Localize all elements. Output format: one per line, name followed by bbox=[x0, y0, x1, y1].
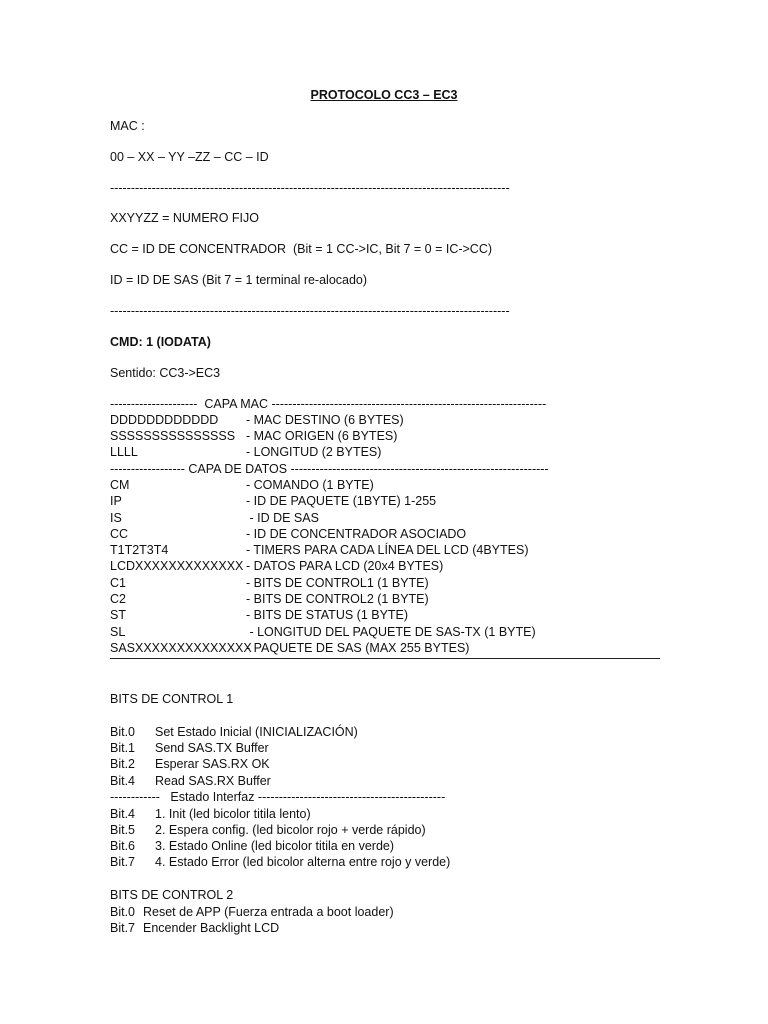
field-key: T1T2T3T4 bbox=[110, 543, 169, 557]
bit-description: Set Estado Inicial (INICIALIZACIÓN) bbox=[155, 725, 358, 739]
bit-description: Read SAS.RX Buffer bbox=[155, 774, 271, 788]
field-key: CC bbox=[110, 527, 129, 541]
bit-label: Bit.4 bbox=[110, 807, 136, 821]
field-key: DDDDDDDDDDDD bbox=[110, 413, 219, 427]
field-key: SASXXXXXXXXXXXXXX bbox=[110, 641, 252, 655]
separator-line: ------------------------------------------------------------------------------------------------ bbox=[110, 181, 510, 195]
bit-description: Encender Backlight LCD bbox=[143, 921, 280, 935]
bit-label: Bit.7 bbox=[110, 855, 136, 869]
interface-state-header: ------------ Estado Interfaz --------------------------------------------- bbox=[110, 790, 446, 804]
field-description: - ID DE PAQUETE (1BYTE) 1-255 bbox=[246, 494, 437, 508]
mac-label: MAC : bbox=[110, 119, 145, 133]
field-description: - ID DE SAS bbox=[246, 511, 319, 525]
field-key: IS bbox=[110, 511, 122, 525]
bit-label: Bit.6 bbox=[110, 839, 136, 853]
bit-label: Bit.4 bbox=[110, 774, 136, 788]
document-title: PROTOCOLO CC3 – EC3 bbox=[310, 88, 458, 102]
bit-description: 1. Init (led bicolor titila lento) bbox=[155, 807, 311, 821]
bit-description: 3. Estado Online (led bicolor titila en verde) bbox=[155, 839, 395, 853]
field-description: - BITS DE CONTROL1 (1 BYTE) bbox=[246, 576, 429, 590]
field-key: LCDXXXXXXXXXXXXX bbox=[110, 559, 244, 573]
field-description: - MAC DESTINO (6 BYTES) bbox=[246, 413, 404, 427]
field-description: - BITS DE STATUS (1 BYTE) bbox=[246, 608, 409, 622]
field-description: - LONGITUD DEL PAQUETE DE SAS-TX (1 BYTE) bbox=[246, 625, 536, 639]
field-description: - BITS DE CONTROL2 (1 BYTE) bbox=[246, 592, 429, 606]
bit-label: Bit.1 bbox=[110, 741, 136, 755]
bit-label: Bit.0 bbox=[110, 725, 136, 739]
bit-label: Bit.5 bbox=[110, 823, 136, 837]
field-key: C1 bbox=[110, 576, 126, 590]
bit-description: 2. Espera config. (led bicolor rojo + verde rápido) bbox=[155, 823, 426, 837]
bit-description: Send SAS.TX Buffer bbox=[155, 741, 269, 755]
bit-label: Bit.7 bbox=[110, 921, 136, 935]
field-description: - LONGITUD (2 BYTES) bbox=[246, 445, 382, 459]
definition-fixed-number: XXYYZZ = NUMERO FIJO bbox=[110, 211, 259, 225]
data-layer-header: ------------------ CAPA DE DATOS -------------------------------------------------------------- bbox=[110, 462, 549, 476]
field-description: - TIMERS PARA CADA LÍNEA DEL LCD (4BYTES) bbox=[246, 543, 529, 557]
field-description: - DATOS PARA LCD (20x4 BYTES) bbox=[246, 559, 444, 573]
definition-concentrator-id: CC = ID DE CONCENTRADOR (Bit = 1 CC->IC, Bit 7 = 0 = IC->CC) bbox=[110, 242, 493, 256]
field-key: C2 bbox=[110, 592, 126, 606]
bit-label: Bit.0 bbox=[110, 905, 136, 919]
field-description: - ID DE CONCENTRADOR ASOCIADO bbox=[246, 527, 467, 541]
field-key: CM bbox=[110, 478, 130, 492]
field-description: - COMANDO (1 BYTE) bbox=[246, 478, 374, 492]
control-bits-1-title: BITS DE CONTROL 1 bbox=[110, 692, 234, 706]
mac-layer-header: --------------------- CAPA MAC ------------------------------------------------------------------ bbox=[110, 397, 547, 411]
bit-description: 4. Estado Error (led bicolor alterna entre rojo y verde) bbox=[155, 855, 451, 869]
bit-description: Esperar SAS.RX OK bbox=[155, 757, 270, 771]
field-key: SL bbox=[110, 625, 126, 639]
command-title: CMD: 1 (IODATA) bbox=[110, 335, 211, 349]
field-key: LLLL bbox=[110, 445, 138, 459]
field-key: SSSSSSSSSSSSSSS bbox=[110, 429, 236, 443]
field-key: IP bbox=[110, 494, 122, 508]
definition-sas-id: ID = ID DE SAS (Bit 7 = 1 terminal re-alocado) bbox=[110, 273, 368, 287]
bit-description: Reset de APP (Fuerza entrada a boot loader) bbox=[143, 905, 394, 919]
bit-label: Bit.2 bbox=[110, 757, 136, 771]
field-description: - MAC ORIGEN (6 BYTES) bbox=[246, 429, 398, 443]
horizontal-rule bbox=[110, 658, 660, 659]
mac-format: 00 – XX – YY –ZZ – CC – ID bbox=[110, 150, 269, 164]
field-description: - PAQUETE DE SAS (MAX 255 BYTES) bbox=[246, 641, 470, 655]
command-direction: Sentido: CC3->EC3 bbox=[110, 366, 221, 380]
separator-line: ------------------------------------------------------------------------------------------------ bbox=[110, 304, 510, 318]
field-key: ST bbox=[110, 608, 126, 622]
control-bits-2-title: BITS DE CONTROL 2 bbox=[110, 888, 234, 902]
